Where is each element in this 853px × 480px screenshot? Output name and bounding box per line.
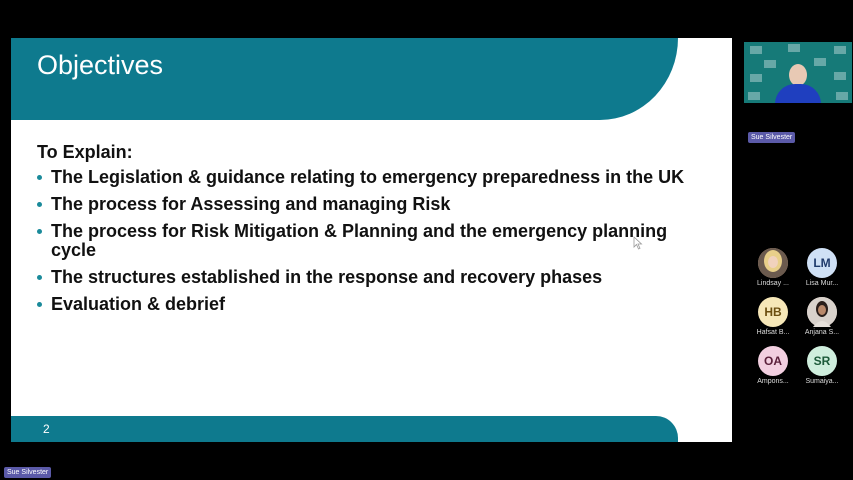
backdrop-logo: [814, 58, 826, 66]
participant-name: Hafsat B...: [756, 329, 790, 336]
backdrop-logo: [834, 72, 846, 80]
slide-page-number: 2: [43, 422, 50, 436]
presenter-video-tile[interactable]: [744, 42, 852, 103]
slide-title: Objectives: [37, 50, 164, 80]
participant-tile[interactable]: [751, 297, 795, 336]
participant-tile[interactable]: [800, 297, 844, 336]
backdrop-logo: [750, 74, 762, 82]
bullet-item: The process for Risk Mitigation & Planning and the emergency planning cycle: [37, 222, 697, 260]
presenter-head: [789, 64, 807, 86]
participant-name: Lisa Mur...: [805, 280, 839, 287]
backdrop-logo: [748, 92, 760, 100]
slide-footer-bar: [11, 416, 678, 442]
backdrop-logo: [764, 60, 776, 68]
avatar-initials: HB: [758, 297, 788, 327]
slide-lead-text: To Explain:: [37, 142, 133, 162]
avatar-photo: [758, 248, 788, 278]
presenter-body: [775, 84, 821, 103]
avatar-initials: OA: [758, 346, 788, 376]
bullet-list: [37, 168, 697, 314]
bullet-dot-icon: [37, 202, 42, 207]
screen-share-name-tag: Sue Silvester: [4, 467, 51, 478]
backdrop-logo: [788, 44, 800, 52]
avatar-initials: LM: [807, 248, 837, 278]
bullet-dot-icon: [37, 175, 42, 180]
backdrop-logo: [836, 92, 848, 100]
bullet-item: The Legislation & guidance relating to emergency preparedness in the UK: [37, 168, 697, 187]
avatar-photo: [807, 297, 837, 327]
participant-name: Sumaiya...: [805, 378, 839, 385]
bullet-item: The process for Assessing and managing Risk: [37, 195, 697, 214]
avatar-initials: SR: [807, 346, 837, 376]
participant-tile[interactable]: [800, 346, 844, 385]
slide-body: [37, 142, 697, 322]
presenter-name-tag: Sue Silvester: [748, 132, 795, 143]
backdrop-logo: [834, 46, 846, 54]
bullet-dot-icon: [37, 302, 42, 307]
participant-name: Ampons...: [757, 378, 789, 385]
participant-tile[interactable]: [751, 346, 795, 385]
participant-name: Anjana S...: [804, 329, 840, 336]
participant-name: Lindsay ...: [757, 280, 789, 287]
participant-tile[interactable]: [751, 248, 795, 287]
participant-tile[interactable]: [800, 248, 844, 287]
bullet-dot-icon: [37, 275, 42, 280]
backdrop-logo: [750, 46, 762, 54]
bullet-item: The structures established in the response and recovery phases: [37, 268, 697, 287]
presentation-slide: [11, 38, 732, 442]
bullet-dot-icon: [37, 229, 42, 234]
bullet-item: Evaluation & debrief: [37, 295, 697, 314]
slide-header-banner: [11, 38, 678, 120]
